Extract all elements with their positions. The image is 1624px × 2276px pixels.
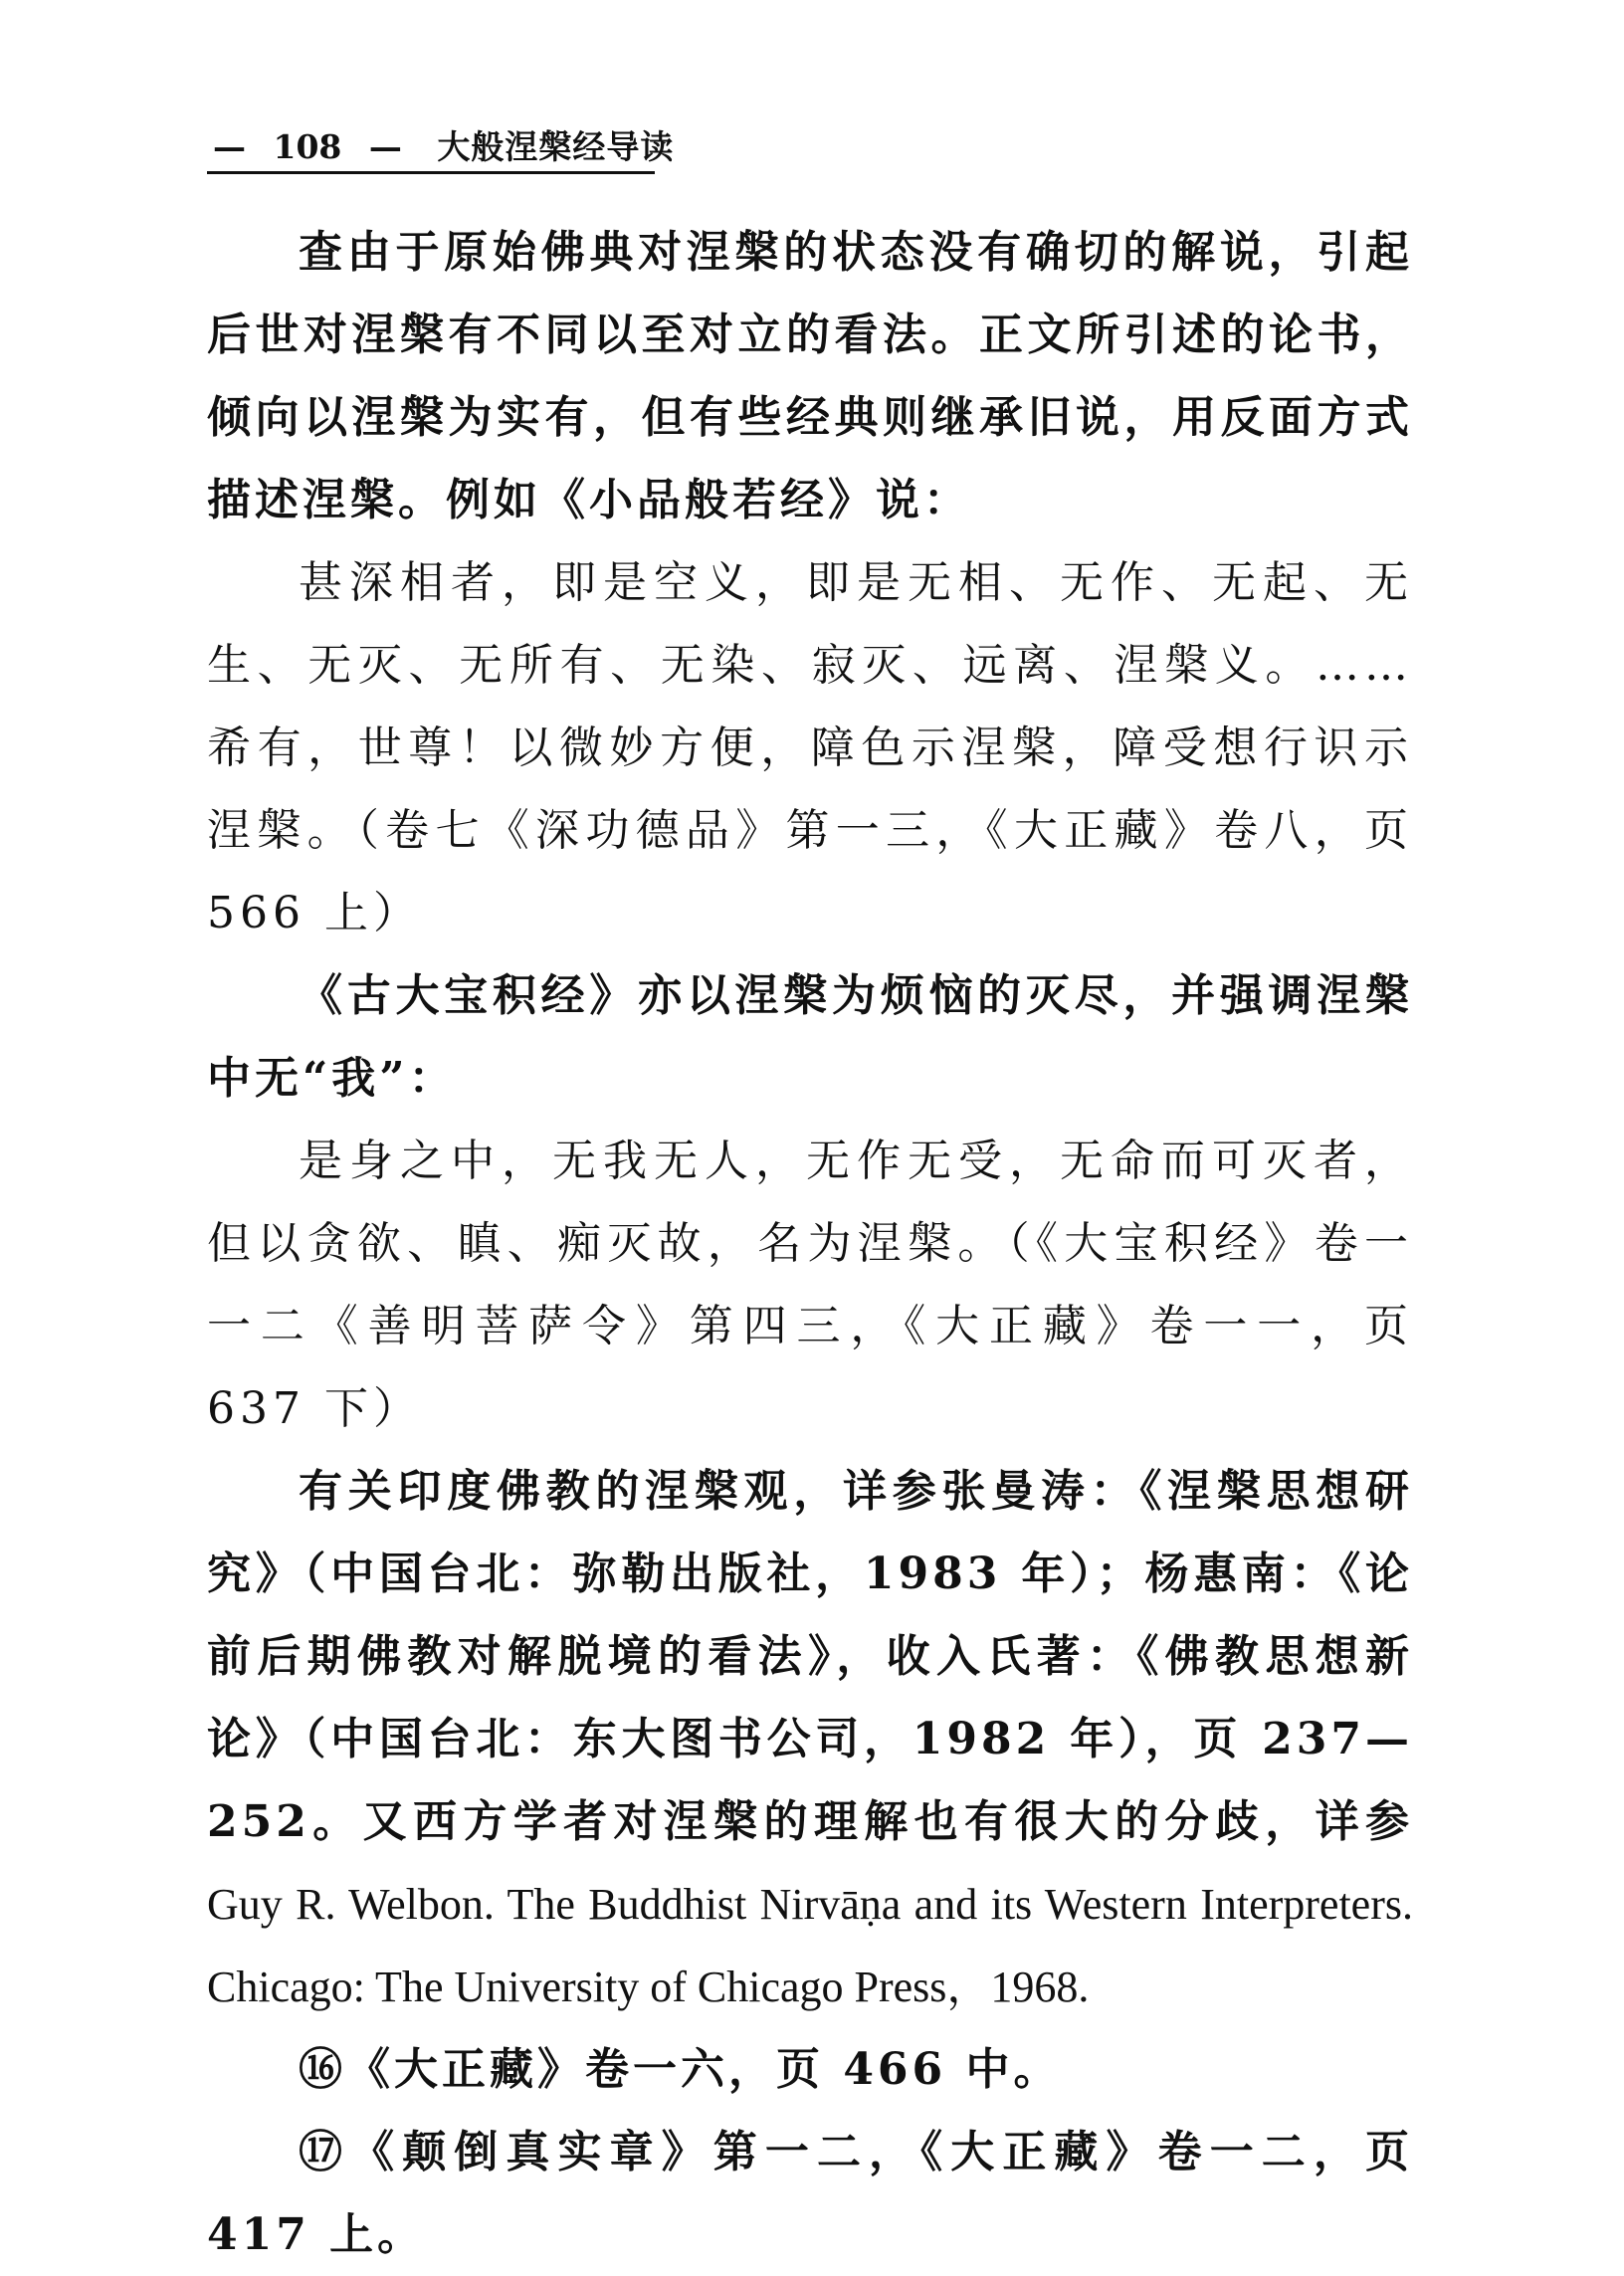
- paragraph-references: [207, 1450, 1413, 2028]
- paragraph-ratnakuta: 《古大宝积经》亦以涅槃为烦恼的灭尽，并强调涅槃中无“我”：: [207, 970, 1413, 1104]
- paragraph-intro: 查由于原始佛典对涅槃的状态没有确切的解说，引起后世对涅槃有不同以至对立的看法。正文所引述的论书，倾向以涅槃为实有，但有些经典则继承旧说，用反面方式描述涅槃。例如《小品般若经》说：: [207, 227, 1413, 525]
- footnote-16: ⑯《大正藏》卷一六，页 466 中。: [299, 2044, 1062, 2095]
- references-chinese: 有关印度佛教的涅槃观，详参张曼涛：《涅槃思想研究》（中国台北：弥勒出版社，1983 年）；杨惠南：《论前后期佛教对解脱境的看法》，收入氏著：《佛教思想新论》（中国台北：东大图书公司，1982 年），页 237—252。又西方学者对涅槃的理解也有很大的分歧，详参: [207, 1466, 1413, 1847]
- quote-xiaopin-prajna: 甚深相者，即是空义，即是无相、无作、无起、无生、无灭、无所有、无染、寂灭、远离、涅槃义。……希有，世尊！以微妙方便，障色示涅槃，障受想行识示涅槃。（卷七《深功德品》第一三，《大正藏》卷八，页 566 上）: [207, 557, 1413, 938]
- quote-ratnakuta: 是身之中，无我无人，无作无受，无命而可灭者，但以贪欲、瞋、痴灭故，名为涅槃。（《大宝积经》卷一一二《善明菩萨令》第四三，《大正藏》卷一一，页 637 下）: [207, 1136, 1413, 1434]
- references-western-citation: Guy R. Welbon. The Buddhist Nirvāṇa and its Western Interpreters. Chicago: The University of Chicago Press，1968.: [207, 1880, 1413, 2011]
- header-dash-left: —: [213, 127, 246, 166]
- book-title: 大般涅槃经导读: [437, 127, 675, 166]
- header-dash-right: —: [368, 127, 402, 166]
- page-body: [207, 211, 1413, 2276]
- page-number: 108: [273, 127, 342, 166]
- footnote-17: ⑰《颠倒真实章》第一二，《大正藏》卷一二，页 417 上。: [207, 2127, 1413, 2260]
- running-header: [207, 127, 675, 174]
